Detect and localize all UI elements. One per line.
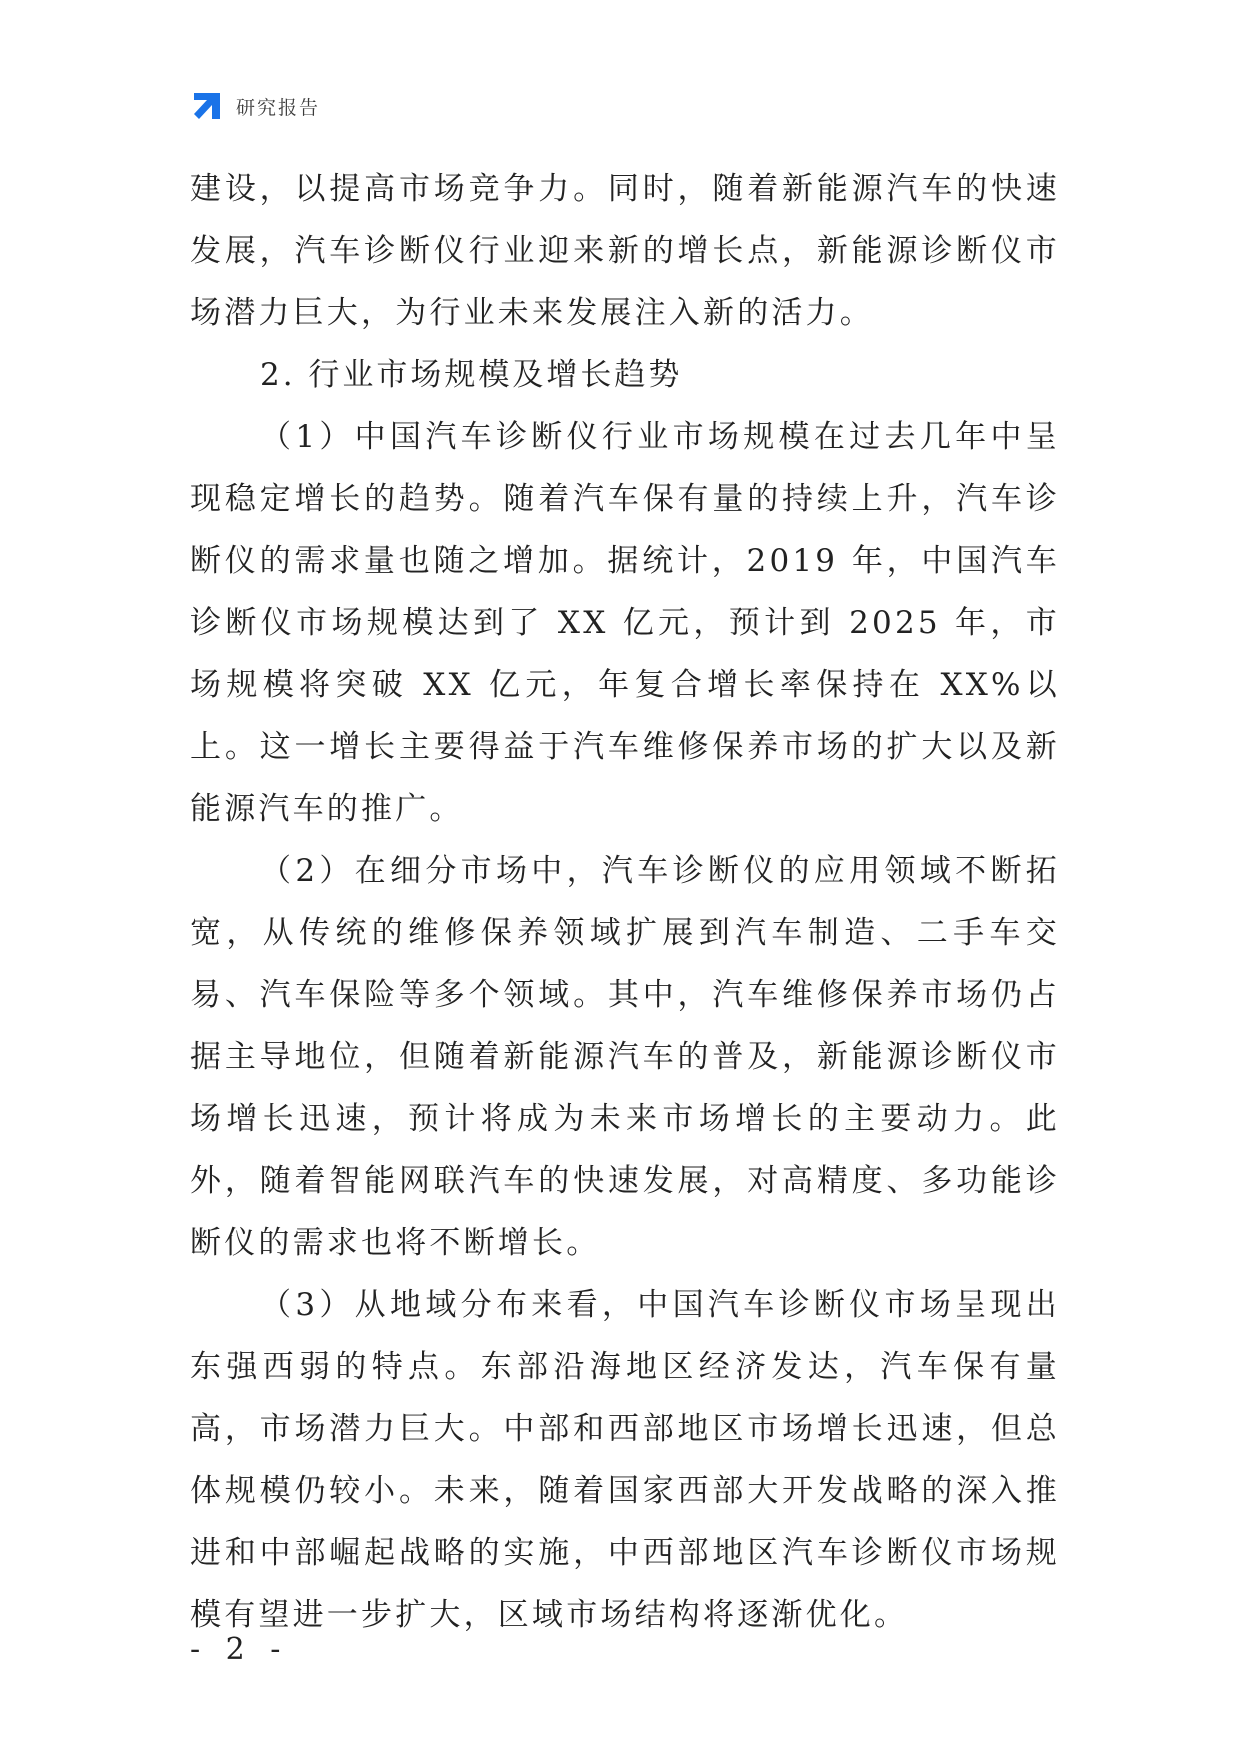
report-title: 研究报告 [236,96,321,119]
paragraph-1: （1）中国汽车诊断仪行业市场规模在过去几年中呈现稳定增长的趋势。随着汽车保有量的持续上升，汽车诊断仪的需求量也随之增加。据统计，2019 年，中国汽车诊断仪市场规模达到了 XX 亿元，预计到 2025 年，市场规模将突破 XX 亿元，年复合增长率保持在 XX%以上。这一增长主要得益于汽车维修保养市场的扩大以及新能源汽车的推广。 [190,419,1060,827]
paragraph-3: （3）从地域分布来看，中国汽车诊断仪市场呈现出东强西弱的特点。东部沿海地区经济发达，汽车保有量高，市场潜力巨大。中部和西部地区市场增长迅速，但总体规模仍较小。未来，随着国家西部大开发战略的深入推进和中部崛起战略的实施，中西部地区汽车诊断仪市场规模有望进一步扩大，区域市场结构将逐渐优化。 [190,1287,1060,1633]
document-body [190,158,1060,1646]
page-number: - 2 - [190,1632,289,1667]
page-header [190,88,320,124]
paragraph-2: （2）在细分市场中，汽车诊断仪的应用领域不断拓宽，从传统的维修保养领域扩展到汽车制造、二手车交易、汽车保险等多个领域。其中，汽车维修保养市场仍占据主导地位，但随着新能源汽车的普及，新能源诊断仪市场增长迅速，预计将成为未来市场增长的主要动力。此外，随着智能网联汽车的快速发展，对高精度、多功能诊断仪的需求也将不断增长。 [190,853,1060,1261]
arrow-logo-icon [190,89,224,123]
section-heading: 2. 行业市场规模及增长趋势 [260,357,683,393]
intro-paragraph: 建设，以提高市场竞争力。同时，随着新能源汽车的快速发展，汽车诊断仪行业迎来新的增长点，新能源诊断仪市场潜力巨大，为行业未来发展注入新的活力。 [190,171,1060,331]
